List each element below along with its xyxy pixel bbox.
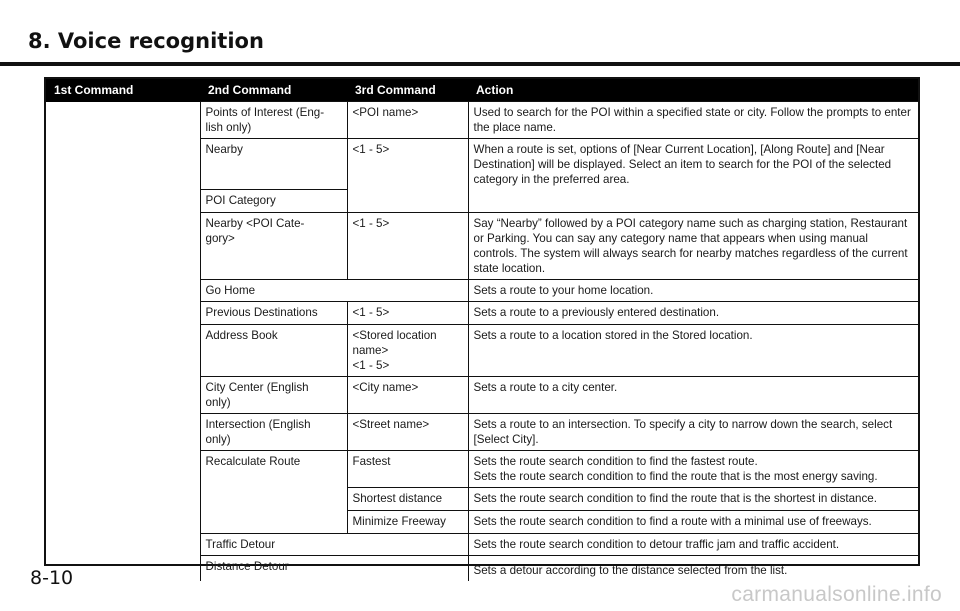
page-title: 8. Voice recognition	[28, 29, 264, 53]
third-command-cell: <POI name>	[347, 102, 468, 139]
header-rule	[0, 62, 960, 66]
action-cell: Sets a route to a city center.	[468, 377, 918, 414]
action-cell: Sets a route to your home location.	[468, 280, 918, 302]
second-command-cell: Nearby	[200, 139, 347, 190]
second-command-cell: City Center (English only)	[200, 377, 347, 414]
action-cell: Sets a detour according to the distance selected from the list.	[468, 556, 918, 582]
action-cell: Sets the route search condition to find the fastest route. Sets the route search condition to find the route that is the most energy saving.	[468, 451, 918, 488]
action-cell: Sets a route to an intersection. To specify a city to narrow down the search, select [Select City].	[468, 414, 918, 451]
second-command-cell: Traffic Detour	[200, 534, 468, 556]
header-2nd-command: 2nd Command	[200, 79, 347, 102]
header-1st-command: 1st Command	[46, 79, 200, 102]
second-command-cell: Recalculate Route	[200, 451, 347, 534]
action-cell: Sets the route search condition to find the route that is the shortest in distance.	[468, 488, 918, 511]
voice-command-table	[46, 79, 918, 581]
third-command-cell: <1 - 5>	[347, 302, 468, 325]
header-3rd-command: 3rd Command	[347, 79, 468, 102]
page-number: 8-10	[30, 567, 74, 589]
second-command-cell: Nearby <POI Cate- gory>	[200, 213, 347, 280]
action-cell: Used to search for the POI within a specified state or city. Follow the prompts to enter the place name.	[468, 102, 918, 139]
second-command-cell: Points of Interest (Eng- lish only)	[200, 102, 347, 139]
action-cell: When a route is set, options of [Near Current Location], [Along Route] and [Near Destination] will be displayed. Select an item to search for the POI of the selected category in the preferred area.	[468, 139, 918, 213]
watermark: carmanualsonline.info	[731, 583, 942, 606]
third-command-cell: <City name>	[347, 377, 468, 414]
third-command-cell: Shortest distance	[347, 488, 468, 511]
third-command-cell: <Stored location name> <1 - 5>	[347, 325, 468, 377]
action-cell: Sets the route search condition to find a route with a minimal use of freeways.	[468, 511, 918, 534]
first-command-cell	[46, 102, 200, 582]
second-command-cell: Address Book	[200, 325, 347, 377]
action-cell: Say “Nearby” followed by a POI category name such as charging station, Restaurant or Parking. You can say any category name that appears when using manual controls. The system will always search for nearby matches regardless of the current state location.	[468, 213, 918, 280]
second-command-cell: POI Category	[200, 190, 347, 213]
action-cell: Sets a route to a previously entered destination.	[468, 302, 918, 325]
second-command-cell: Go Home	[200, 280, 468, 302]
third-command-cell: <1 - 5>	[347, 213, 468, 280]
command-table-frame	[44, 77, 920, 577]
third-command-cell: <Street name>	[347, 414, 468, 451]
third-command-cell: <1 - 5>	[347, 139, 468, 213]
table-row	[46, 102, 918, 139]
second-command-cell: Intersection (English only)	[200, 414, 347, 451]
header-action: Action	[468, 79, 918, 102]
third-command-cell: Fastest	[347, 451, 468, 488]
second-command-cell: Previous Destinations	[200, 302, 347, 325]
second-command-cell: Distance Detour	[200, 556, 468, 582]
third-command-cell: Minimize Freeway	[347, 511, 468, 534]
table-header-row	[46, 79, 918, 102]
action-cell: Sets the route search condition to detour traffic jam and traffic accident.	[468, 534, 918, 556]
action-cell: Sets a route to a location stored in the Stored location.	[468, 325, 918, 377]
page-header	[0, 0, 960, 68]
